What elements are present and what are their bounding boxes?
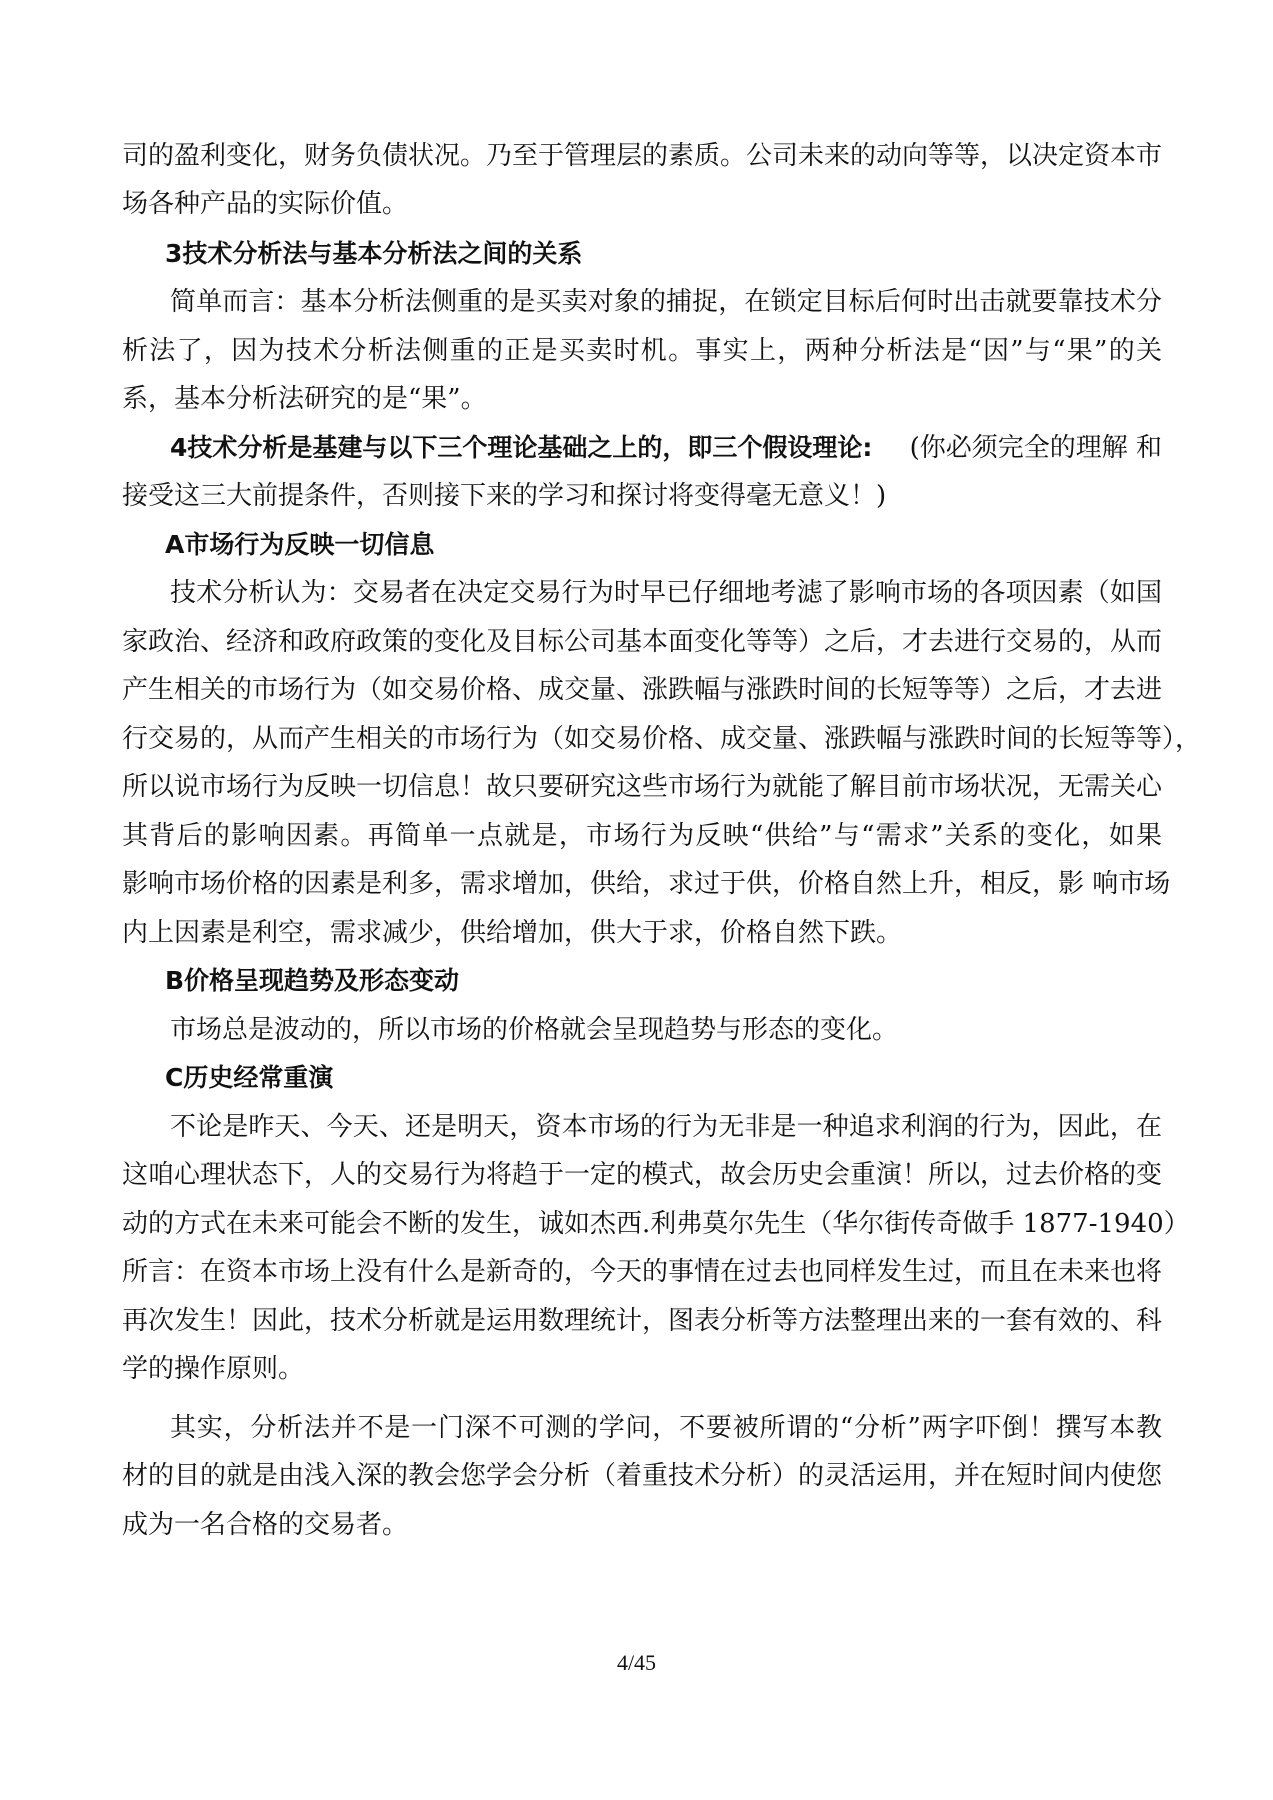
section-heading-4: 4技术分析是基建与以下三个理论基础之上的，即三个假设理论: (170, 433, 873, 462)
paragraph-line: 学的操作原则。 (122, 1354, 305, 1384)
section-heading-3: 3技术分析法与基本分析法之间的关系 (165, 239, 583, 268)
paragraph-line: 家政治、经济和政府政策的变化及目标公司基本面变化等等）之后，才去进行交易的，从而 (122, 627, 1163, 657)
paragraph-line: 这咱心理状态下，人的交易行为将趋于一定的模式，故会历史会重演！所以，过去价格的变 (122, 1160, 1163, 1190)
paragraph-line: 内上因素是利空，需求减少，供给增加，供大于求，价格自然下跌。 (122, 918, 903, 948)
paragraph-line: 材的目的就是由浅入深的教会您学会分析（着重技术分析）的灵活运用，并在短时间内使您 (122, 1461, 1163, 1491)
paragraph-line: 市场总是波动的，所以市场的价格就会呈现趋势与形态的变化。 (170, 1015, 899, 1045)
paragraph-line: 司的盈利变化，财务负债状况。乃至于管理层的素质。公司未来的动向等等，以决定资本市 (122, 141, 1163, 171)
paragraph-line: 再次发生！因此，技术分析就是运用数理统计，图表分析等方法整理出来的一套有效的、科 (122, 1306, 1163, 1336)
section-heading-4-note: (你必须完全的理解 和 (909, 433, 1162, 463)
subheading-b: B价格呈现趋势及形态变动 (165, 966, 460, 995)
paragraph-line: 产生相关的市场行为（如交易价格、成交量、涨跌幅与涨跌时间的长短等等）之后，才去进 (122, 675, 1163, 705)
paragraph-line: 动的方式在未来可能会不断的发生，诚如杰西.利弗莫尔先生（华尔街传奇做手 1877-1940） (122, 1209, 1190, 1239)
paragraph-line: 析法了，因为技术分析法侧重的正是买卖时机。事实上，两种分析法是“因”与“果”的关 (122, 336, 1162, 366)
paragraph-line: 场各种产品的实际价值。 (122, 189, 409, 219)
paragraph-line: 其实，分析法并不是一门深不可测的学问，不要被所谓的“分析”两字吓倒！撰写本教 (170, 1413, 1162, 1443)
paragraph-line: 技术分析认为：交易者在决定交易行为时早已仔细地考滤了影响市场的各项因素（如国 (170, 578, 1162, 608)
paragraph-line: 系，基本分析法研究的是“果”。 (122, 384, 487, 414)
subheading-c: C历史经常重演 (165, 1063, 334, 1092)
paragraph-line: 其背后的影响因素。再简单一点就是，市场行为反映“供给”与“需求”关系的变化，如果 (122, 821, 1162, 851)
paragraph-line: 行交易的，从而产生相关的市场行为（如交易价格、成交量、涨跌幅与涨跌时间的长短等等）， (122, 724, 1202, 754)
paragraph-line: 简单而言：基本分析法侧重的是买卖对象的捕捉，在锁定目标后何时出击就要靠技术分 (170, 287, 1162, 317)
subheading-a: A市场行为反映一切信息 (165, 530, 435, 559)
paragraph-line: 所言：在资本市场上没有什么是新奇的，今天的事情在过去也同样发生过，而且在未来也将 (122, 1257, 1163, 1287)
page-number: 4/45 (616, 1650, 657, 1675)
paragraph-line: 影响市场价格的因素是利多，需求增加，供给，求过于供，价格自然上升，相反，影 响市场 (122, 869, 1171, 899)
paragraph-line: 所以说市场行为反映一切信息！故只要研究这些市场行为就能了解目前市场状况，无需关心 (122, 772, 1163, 802)
paragraph-line: 不论是昨天、今天、还是明天，资本市场的行为无非是一种追求利润的行为，因此，在 (170, 1112, 1162, 1142)
paragraph-line: 成为一名合格的交易者。 (122, 1510, 409, 1540)
paragraph-line: 接受这三大前提条件，否则接下来的学习和探讨将变得毫无意义！) (122, 481, 887, 511)
